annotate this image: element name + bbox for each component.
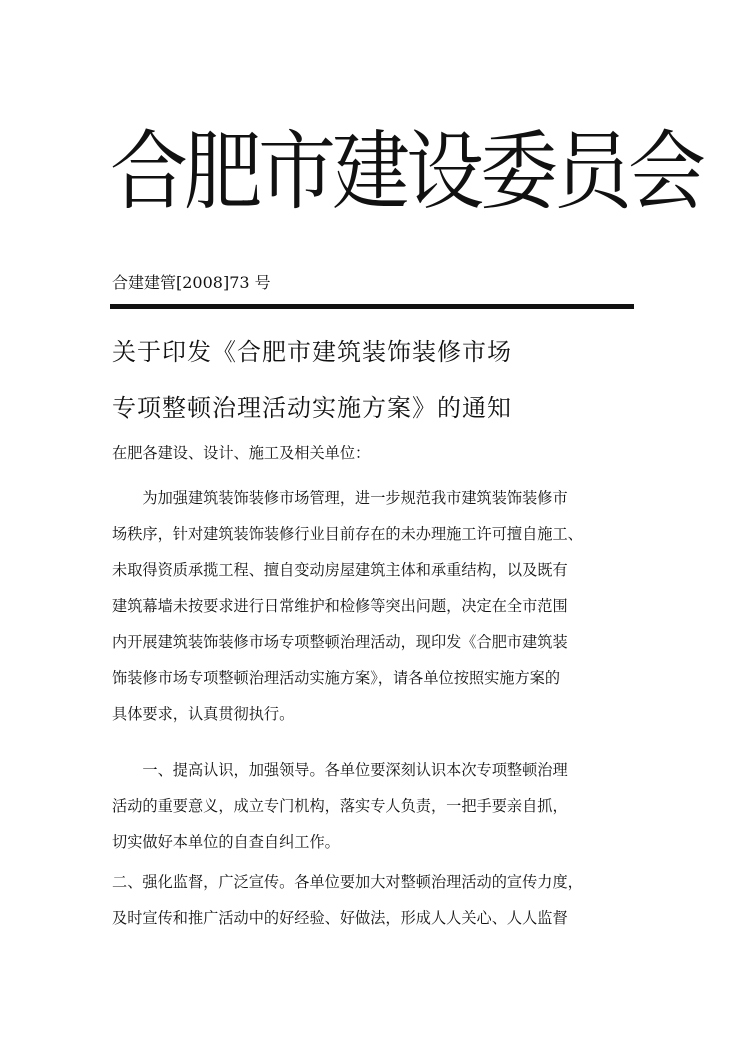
- document-number: 合建建管[2008]73 号: [112, 273, 271, 292]
- paragraph-line: 一、提高认识，加强领导。各单位要深刻认识本次专项整顿治理: [112, 761, 568, 779]
- notice-title-line-1: 关于印发《合肥市建筑装饰装修市场: [112, 338, 512, 366]
- paragraph-line: 为加强建筑装饰装修市场管理，进一步规范我市建筑装饰装修市: [112, 489, 568, 507]
- paragraph-line: 场秩序，针对建筑装饰装修行业目前存在的未办理施工许可擅自施工、: [112, 525, 583, 543]
- paragraph-line: 饰装修市场专项整顿治理活动实施方案》，请各单位按照实施方案的: [112, 669, 561, 687]
- addressee: 在肥各建设、设计、施工及相关单位：: [112, 444, 371, 462]
- paragraph-section-2: [112, 864, 636, 936]
- paragraph-line: 活动的重要意义，成立专门机构，落实专人负责，一把手要亲自抓，: [112, 797, 568, 815]
- paragraph-line: 未取得资质承揽工程、擅自变动房屋建筑主体和承重结构，以及既有: [112, 561, 568, 579]
- paragraph-section-1: [112, 752, 636, 860]
- notice-title-line-2: 专项整顿治理活动实施方案》的通知: [112, 394, 512, 422]
- paragraph-line: 切实做好本单位的自查自纠工作。: [112, 833, 340, 851]
- paragraph-intro: [112, 480, 636, 732]
- masthead-title: 合肥市建设委员会: [110, 123, 703, 222]
- paragraph-line: 及时宣传和推广活动中的好经验、好做法，形成人人关心、人人监督: [112, 909, 568, 927]
- paragraph-line: 建筑幕墙未按要求进行日常维护和检修等突出问题，决定在全市范围: [112, 597, 568, 615]
- paragraph-line: 二、强化监督，广泛宣传。各单位要加大对整顿治理活动的宣传力度，: [112, 873, 583, 891]
- paragraph-line: 具体要求，认真贯彻执行。: [112, 705, 295, 723]
- paragraph-line: 内开展建筑装饰装修市场专项整顿治理活动，现印发《合肥市建筑装: [112, 633, 568, 651]
- header-divider: [110, 304, 634, 309]
